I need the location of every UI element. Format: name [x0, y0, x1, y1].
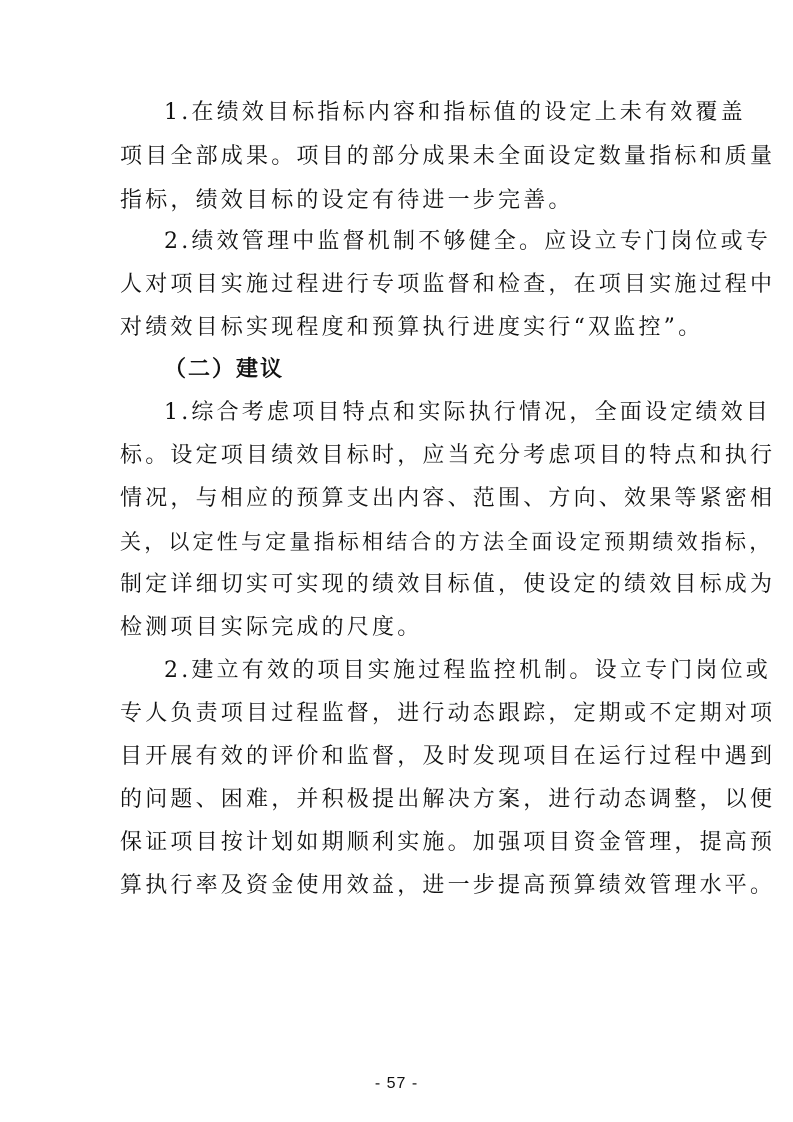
- paragraph-line: 的问题、困难，并积极提出解决方案，进行动态调整，以便: [120, 787, 776, 812]
- paragraph-line: 检测项目实际完成的尺度。: [120, 615, 423, 640]
- paragraph-line: 项目全部成果。项目的部分成果未全面设定数量指标和质量: [120, 144, 776, 169]
- paragraph-line: 标。设定项目绩效目标时，应当充分考虑项目的特点和执行: [120, 443, 776, 468]
- paragraph-line: 专人负责项目过程监督，进行动态跟踪，定期或不定期对项: [120, 701, 776, 726]
- paragraph-line: 对绩效目标实现程度和预算执行进度实行“双监控”。: [120, 315, 704, 340]
- page-number: - 57 -: [374, 1075, 419, 1092]
- paragraph-line: 算执行率及资金使用效益，进一步提高预算绩效管理水平。: [120, 873, 776, 898]
- paragraph-line: 1.综合考虑项目特点和实际执行情况，全面设定绩效目: [164, 400, 771, 425]
- paragraph-line: 目开展有效的评价和监督，及时发现项目在运行过程中遇到: [120, 744, 776, 769]
- paragraph-line: 2.建立有效的项目实施过程监控机制。设立专门岗位或: [164, 658, 771, 683]
- paragraph-line: 制定详细切实可实现的绩效目标值，使设定的绩效目标成为: [120, 572, 776, 597]
- paragraph-line: 指标，绩效目标的设定有待进一步完善。: [120, 188, 574, 213]
- section-heading: （二）建议: [164, 357, 285, 382]
- paragraph-line: 人对项目实施过程进行专项监督和检查，在项目实施过程中: [120, 272, 776, 297]
- paragraph-line: 保证项目按计划如期顺利实施。加强项目资金管理，提高预: [120, 830, 776, 855]
- paragraph-line: 1.在绩效目标指标内容和指标值的设定上未有效覆盖: [164, 100, 746, 125]
- paragraph-line: 2.绩效管理中监督机制不够健全。应设立专门岗位或专: [164, 229, 771, 254]
- paragraph-line: 关，以定性与定量指标相结合的方法全面设定预期绩效指标，: [120, 530, 774, 554]
- paragraph-line: 情况，与相应的预算支出内容、范围、方向、效果等紧密相: [120, 486, 776, 511]
